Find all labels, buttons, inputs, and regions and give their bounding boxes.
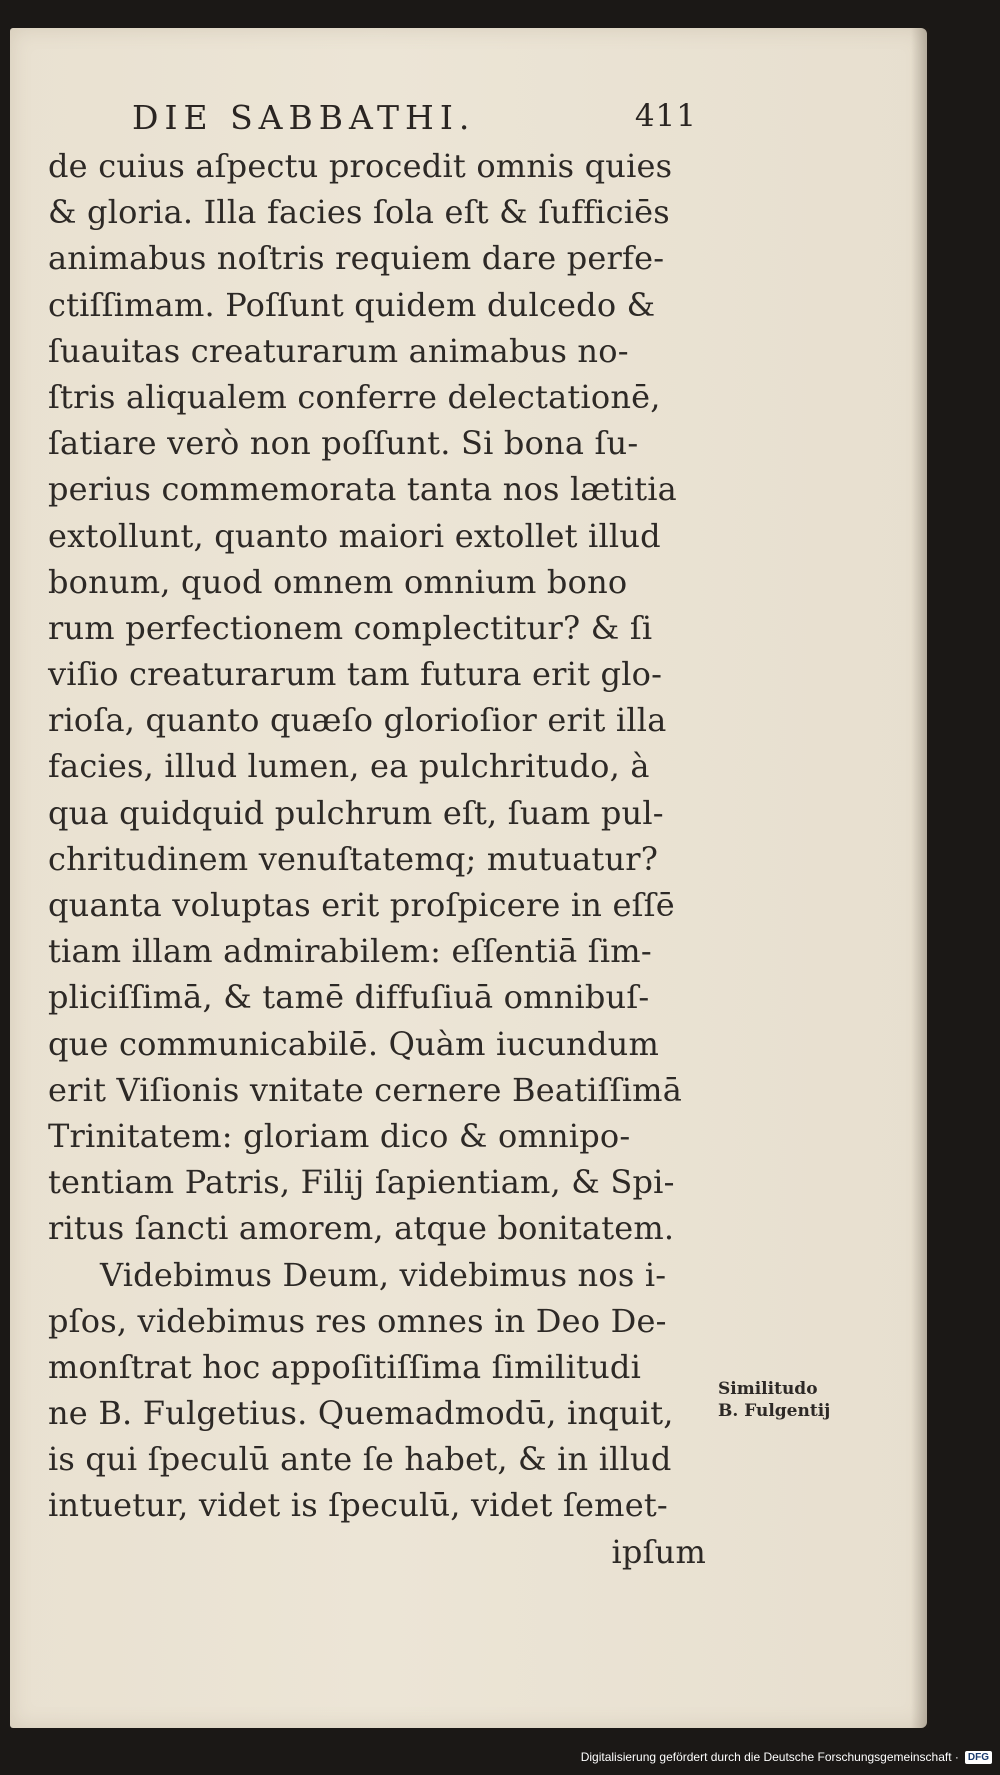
text-line: monſtrat hoc appoſitiſſima ſimilitudi (48, 1347, 642, 1386)
text-line: is qui ſpeculū ante ſe habet, & in illud (48, 1440, 672, 1479)
marginal-note-line: Similitudo (718, 1379, 818, 1399)
running-head (122, 98, 697, 148)
text-line: rioſa, quanto quæſo glorioſior erit illa (48, 701, 667, 740)
book-page (10, 28, 927, 1728)
text-line: ritus ſancti amorem, atque bonitatem. (48, 1209, 675, 1248)
text-line: qua quidquid pulchrum eſt, ſuam pul- (48, 793, 664, 832)
text-line: ne B. Fulgetius. Quemadmodū, inquit, (48, 1394, 674, 1433)
text-line: perius commemorata tanta nos lætitia (48, 470, 677, 509)
text-line: tentiam Patris, Filij ſapientiam, & Spi- (48, 1163, 675, 1202)
text-line: ſuauitas creaturarum animabus no- (48, 331, 629, 370)
text-line: rum perfectionem complectitur? & ſi (48, 608, 653, 647)
funding-credit: Digitalisierung gefördert durch die Deutsche Forschungsgemeinschaft · (580, 1750, 959, 1764)
text-line: quanta voluptas erit proſpicere in eſſē (48, 886, 675, 924)
text-line: intuetur, videt is ſpeculū, videt ſemet- (48, 1486, 668, 1525)
text-line: tiam illam admirabilem: eſſentiā ſim- (48, 932, 652, 971)
text-line: bonum, quod omnem omnium bono (48, 562, 628, 601)
text-line: extollunt, quanto maiori extollet illud (48, 516, 661, 555)
text-line: ſtris aliqualem conferre delectationē, (48, 377, 661, 416)
page-number: 411 (634, 98, 697, 134)
marginal-note-line: B. Fulgentij (718, 1401, 831, 1421)
catchword: ipſum (611, 1532, 706, 1571)
dfg-logo: DFG (965, 1751, 992, 1764)
text-line: viſio creaturarum tam futura erit glo- (48, 655, 663, 694)
text-line: de cuius aſpectu procedit omnis quies (48, 147, 673, 185)
digitization-footer (581, 1747, 992, 1767)
text-line: & gloria. Illa facies ſola eſt & ſufficiēs (48, 193, 670, 232)
text-line: facies, illud lumen, ea pulchritudo, à (48, 747, 650, 786)
marginal-note (718, 1378, 868, 1422)
text-line: chritudinem venuſtatemq; mutuatur? (48, 839, 659, 878)
running-title: DIE SABBATHI. (132, 98, 476, 137)
body-text (48, 143, 708, 1575)
text-line: erit Viſionis vnitate cernere Beatiſſimā (48, 1070, 682, 1109)
text-line: Trinitatem: gloriam dico & omnipo- (48, 1116, 631, 1155)
text-line: ſatiare verò non poſſunt. Si bona ſu- (48, 424, 639, 463)
paragraph-start-line: Videbimus Deum, videbimus nos i- (100, 1255, 667, 1294)
text-line: que communicabilē. Quàm iucundum (48, 1024, 660, 1063)
text-line: animabus noſtris requiem dare perfe- (48, 239, 665, 278)
text-line: pliciſſimā, & tamē diffuſiuā omnibuſ- (48, 978, 650, 1017)
text-line: ctiſſimam. Poſſunt quidem dulcedo & (48, 285, 656, 324)
text-line: pſos, videbimus res omnes in Deo De- (48, 1301, 667, 1340)
